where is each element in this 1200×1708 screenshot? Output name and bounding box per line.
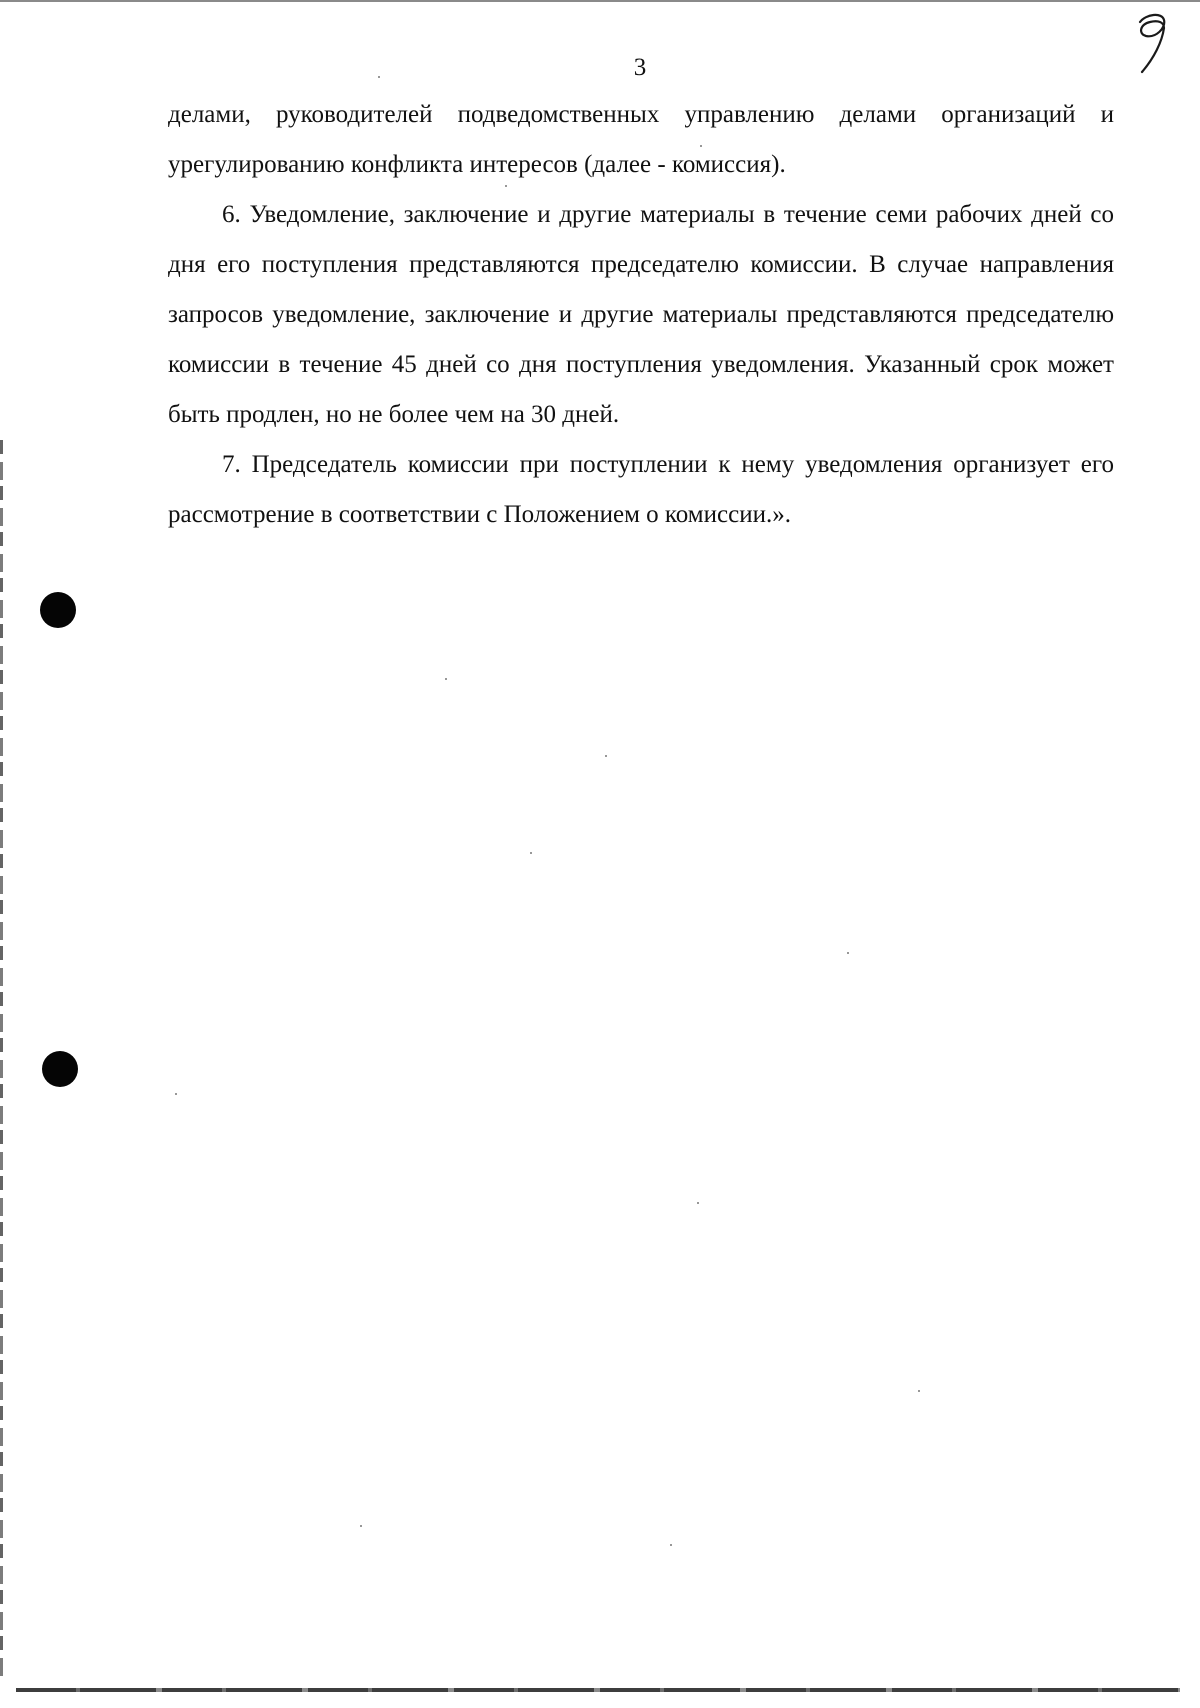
- punch-hole: [42, 1051, 78, 1087]
- punch-hole: [40, 592, 76, 628]
- scan-speck: [847, 952, 849, 954]
- scan-speck: [605, 755, 607, 757]
- scan-bottom-edge: [16, 1688, 1180, 1692]
- scan-speck: [530, 852, 532, 854]
- scan-speck: [918, 1390, 920, 1392]
- document-body: [168, 90, 1114, 540]
- paragraph-continuation: делами, руководителей подведомственных управлению делами организаций и урегулированию конфликта интересов (далее - комиссия).: [168, 101, 1114, 178]
- scan-speck: [670, 1544, 672, 1546]
- scan-speck: [378, 76, 380, 78]
- paragraph-item-6: 6. Уведомление, заключение и другие материалы в течение семи рабочих дней со дня его поступления представляются председателю комиссии. В случае направления запросов уведомление, заключение и другие материалы представляются председателю комиссии в течение 45 дней со дня поступления уведомления. Указанный срок может быть продлен, но не более чем на 30 дней.: [168, 201, 1114, 428]
- scan-speck: [360, 1525, 362, 1527]
- scan-speck: [697, 1202, 699, 1204]
- handwritten-sheet-number: [1118, 10, 1178, 76]
- scan-left-edge: [0, 440, 3, 1680]
- page-number: 3: [633, 54, 647, 81]
- scan-speck: [445, 678, 447, 680]
- scan-speck: [175, 1093, 177, 1095]
- paragraph-item-7: 7. Председатель комиссии при поступлении к нему уведомления организует его рассмотрение в соответствии с Положением о комиссии.».: [168, 451, 1114, 528]
- scan-top-edge: [0, 0, 1200, 2]
